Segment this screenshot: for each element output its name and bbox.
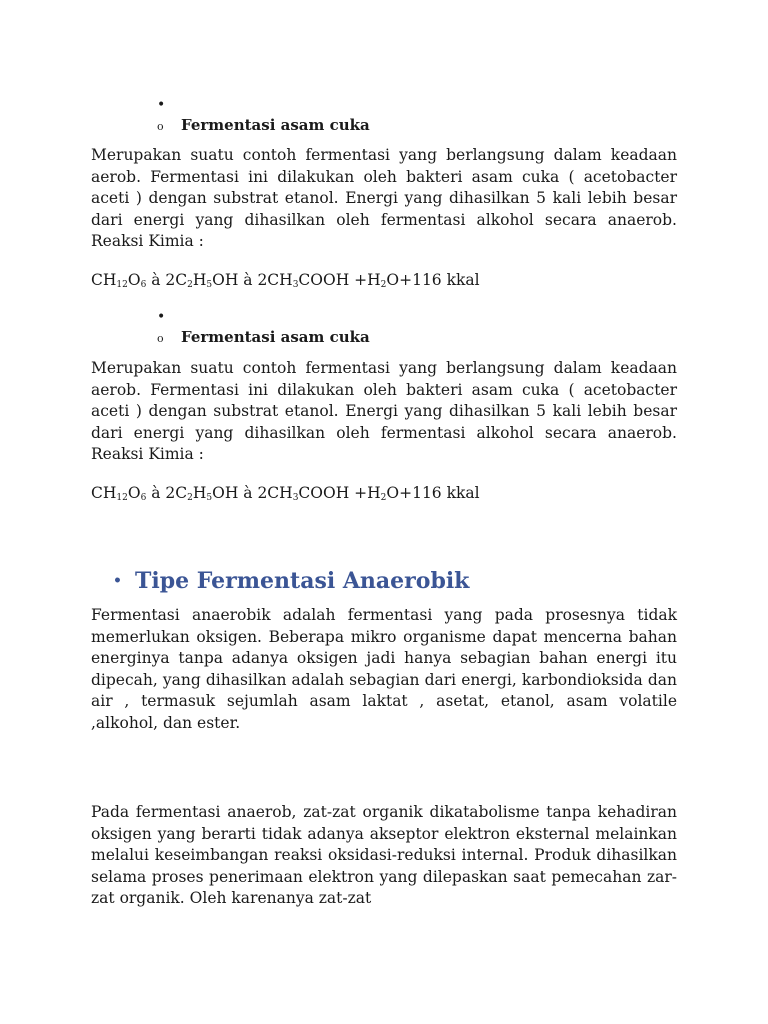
chemical-formula: $CH_{12}O_6$ à $2C_2H_5OH$ à $2CH_3COOH +H_2O+116$ kkal (91, 484, 480, 503)
heading-text: Tipe Fermentasi Anaerobik (135, 568, 470, 594)
list-marker: o (157, 332, 164, 345)
list-item-title (157, 328, 370, 348)
paragraph: Merupakan suatu contoh fermentasi yang berlangsung dalam keadaan aerob. Fermentasi ini dilakukan oleh bakteri asam cuka ( acetobacter aceti ) dengan substrat etanol. Energi yang dihasilkan 5 kali lebih besar dari energi yang dihasilkan oleh fermentasi alkohol secara anaerob. Reaksi Kimia : (91, 146, 677, 251)
list-bullet: • (157, 309, 166, 325)
list-item-label: Fermentasi asam cuka (181, 116, 370, 134)
chemical-formula: $CH_{12}O_6$ à $2C_2H_5OH$ à $2CH_3COOH +H_2O+116$ kkal (91, 271, 480, 290)
list-item-label: Fermentasi asam cuka (181, 328, 370, 346)
list-marker: o (157, 120, 164, 133)
heading-bullet: • (113, 573, 122, 589)
paragraph: Pada fermentasi anaerob, zat-zat organik dikatabolisme tanpa kehadiran oksigen yang berarti tidak adanya akseptor elektron eksternal melainkan melalui keseimbangan reaksi oksidasi-reduksi internal. Produk dihasilkan selama proses penerimaan elektron yang dilepaskan saat pemecahan zar-zat organik. Oleh karenanya zat-zat (91, 803, 677, 908)
list-bullet: • (157, 97, 166, 113)
list-item-title (157, 116, 370, 136)
paragraph: Fermentasi anaerobik adalah fermentasi yang pada prosesnya tidak memerlukan oksigen. Beberapa mikro organisme dapat mencerna bahan energinya tanpa adanya oksigen jadi hanya sebagian bahan energi itu dipecah, yang dihasilkan adalah sebagian dari energi, karbondioksida dan air , termasuk sejumlah asam laktat , asetat, etanol, asam volatile ,alkohol, dan ester. (91, 606, 677, 732)
section-heading (113, 567, 469, 595)
paragraph: Merupakan suatu contoh fermentasi yang berlangsung dalam keadaan aerob. Fermentasi ini dilakukan oleh bakteri asam cuka ( acetobacter aceti ) dengan substrat etanol. Energi yang dihasilkan 5 kali lebih besar dari energi yang dihasilkan oleh fermentasi alkohol secara anaerob. Reaksi Kimia : (91, 359, 677, 464)
